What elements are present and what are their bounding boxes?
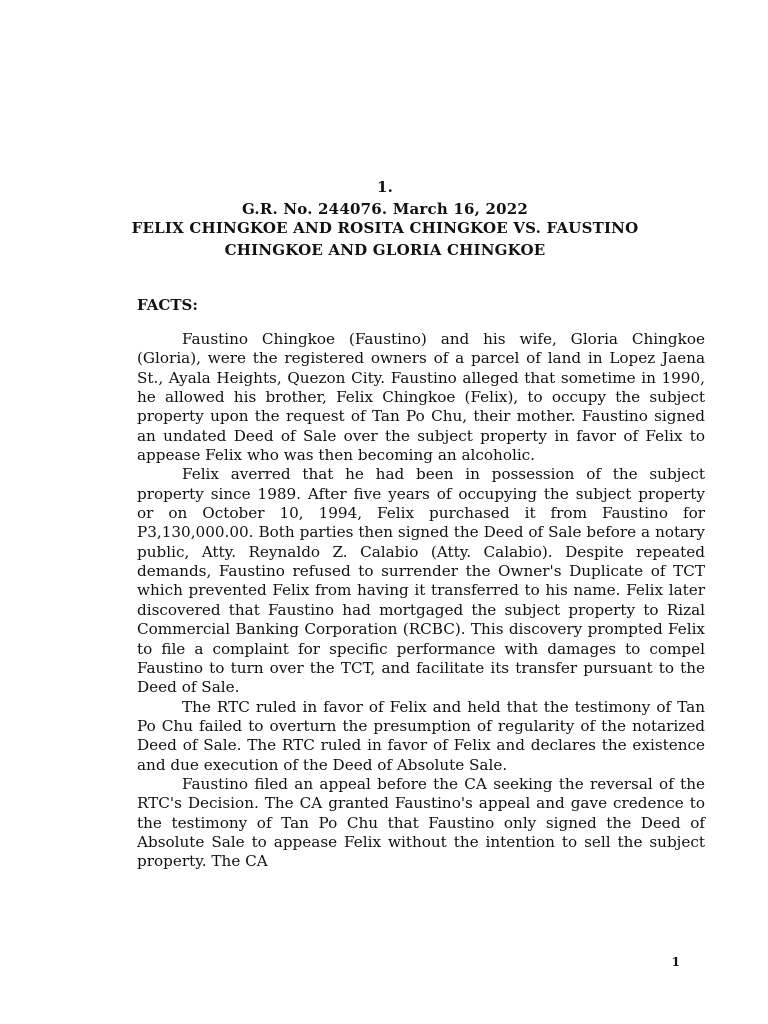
facts-body: [137, 330, 705, 872]
paragraph-1: Faustino Chingkoe (Faustino) and his wife, Gloria Chingkoe (Gloria), were the registered owners of a parcel of land in Lopez Jaena St., Ayala Heights, Quezon City. Faustino alleged that sometime in 1990, he allowed his brother, Felix Chingkoe (Felix), to occupy the subject property upon the request of Tan Po Chu, their mother. Faustino signed an undated Deed of Sale over the subject property in favor of Felix to appease Felix who was then becoming an alcoholic.: [137, 330, 705, 465]
page-number: 1: [671, 955, 680, 969]
case-number: 1.: [376, 178, 394, 196]
gr-number-date: G.R. No. 244076. March 16, 2022: [241, 200, 529, 218]
case-title: [100, 217, 670, 261]
paragraph-4: Faustino filed an appeal before the CA seeking the reversal of the RTC's Decision. The CA granted Faustino's appeal and gave credence to the testimony of Tan Po Chu that Faustino only signed the Deed of Absolute Sale to appease Felix without the intention to sell the subject property. The CA: [137, 774, 705, 871]
case-title-line-1: FELIX CHINGKOE AND ROSITA CHINGKOE VS. FAUSTINO: [131, 219, 639, 237]
case-title-line-2: CHINGKOE AND GLORIA CHINGKOE: [224, 241, 546, 259]
paragraph-3: The RTC ruled in favor of Felix and held that the testimony of Tan Po Chu failed to overturn the presumption of regularity of the notarized Deed of Sale. The RTC ruled in favor of Felix and declares the existence and due execution of the Deed of Absolute Sale.: [137, 697, 705, 774]
paragraph-2: Felix averred that he had been in possession of the subject property since 1989. After five years of occupying the subject property or on October 10, 1994, Felix purchased it from Faustino for P3,130,000.00. Both parties then signed the Deed of Sale before a notary public, Atty. Reynaldo Z. Calabio (Atty. Calabio). Despite repeated demands, Faustino refused to surrender the Owner's Duplicate of TCT which prevented Felix from having it transferred to his name. Felix later discovered that Faustino had mortgaged the subject property to Rizal Commercial Banking Corporation (RCBC). This discovery prompted Felix to file a complaint for specific performance with damages to compel Faustino to turn over the TCT, and facilitate its transfer pursuant to the Deed of Sale.: [137, 465, 705, 697]
facts-heading: FACTS:: [137, 296, 198, 314]
